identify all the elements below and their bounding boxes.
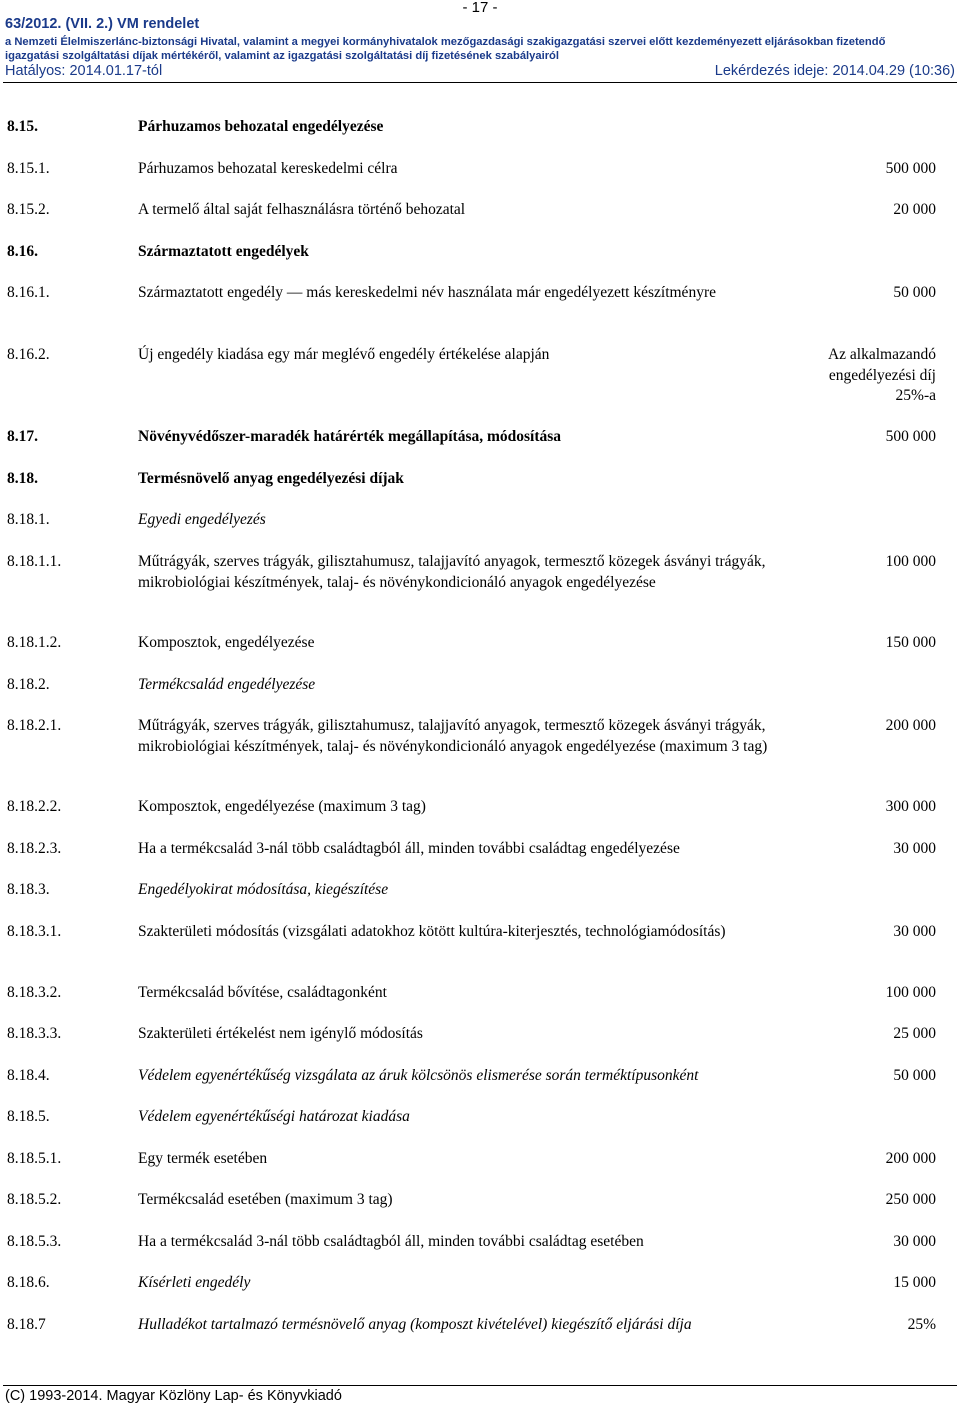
- footer-divider: [3, 1385, 957, 1386]
- row-description: Kísérleti engedély: [138, 1274, 251, 1291]
- row-number: 8.18.3.1.: [7, 923, 62, 940]
- row-number: 8.18.2.: [7, 676, 50, 693]
- row-fee: 50 000: [893, 284, 936, 301]
- row-number: 8.18.5.1.: [7, 1150, 62, 1167]
- row-fee: 200 000: [885, 1150, 936, 1167]
- row-number: 8.15.2.: [7, 201, 50, 218]
- row-description: Védelem egyenértékűség vizsgálata az áruk kölcsönös elismerése során terméktípusonként: [138, 1067, 699, 1084]
- row-description: Származtatott engedélyek: [138, 243, 309, 260]
- effective-date: Hatályos: 2014.01.17-tól: [5, 63, 163, 79]
- row-description: Termékcsalád engedélyezése: [138, 676, 316, 693]
- row-number: 8.18.4.: [7, 1067, 50, 1084]
- row-fee: 200 000: [885, 717, 936, 734]
- row-fee: Az alkalmazandó engedélyezési díj 25%-a: [827, 346, 936, 404]
- row-number: 8.17.: [7, 428, 38, 445]
- row-number: 8.18.3.: [7, 881, 50, 898]
- query-time: Lekérdezés ideje: 2014.04.29 (10:36): [714, 63, 955, 79]
- row-number: 8.18.1.2.: [7, 634, 62, 651]
- row-number: 8.18.7: [7, 1316, 46, 1333]
- row-fee: 25%: [907, 1316, 936, 1333]
- row-number: 8.18.3.3.: [7, 1025, 62, 1042]
- row-fee: 300 000: [885, 798, 936, 815]
- row-number: 8.18.2.2.: [7, 798, 62, 815]
- footer-copyright: (C) 1993-2014. Magyar Közlöny Lap- és Könyvkiadó: [5, 1388, 342, 1404]
- row-fee: 150 000: [885, 634, 936, 651]
- row-fee: 250 000: [885, 1191, 936, 1208]
- row-number: 8.18.: [7, 470, 38, 487]
- row-description: Engedélyokirat módosítása, kiegészítése: [138, 881, 389, 898]
- row-description: Műtrágyák, szerves trágyák, gilisztahumusz, talajjavító anyagok, termesztő közegek ásványi trágyák, mikrobiológiai készítmények, talaj- és növénykondicionáló anyagok engedélyezése (maximum 3 tag): [138, 717, 768, 755]
- row-description: Termésnövelő anyag engedélyezési díjak: [138, 470, 404, 487]
- row-description: Új engedély kiadása egy már meglévő engedély értékelése alapján: [138, 346, 550, 363]
- row-description: Hulladékot tartalmazó termésnövelő anyag (komposzt kivételével) kiegészítő eljárási díja: [138, 1316, 692, 1333]
- row-description: Párhuzamos behozatal engedélyezése: [138, 118, 384, 135]
- row-fee: 30 000: [893, 840, 936, 857]
- row-description: Műtrágyák, szerves trágyák, gilisztahumusz, talajjavító anyagok, termesztő közegek ásványi trágyák, mikrobiológiai készítmények, talaj- és növénykondicionáló anyagok engedélyezése: [138, 553, 766, 591]
- row-description: Termékcsalád bővítése, családtagonként: [138, 984, 387, 1001]
- row-number: 8.15.: [7, 118, 38, 135]
- row-number: 8.18.2.3.: [7, 840, 62, 857]
- row-description: Ha a termékcsalád 3-nál több családtagból áll, minden további családtag engedélyezése: [138, 840, 680, 857]
- row-number: 8.18.5.2.: [7, 1191, 62, 1208]
- row-number: 8.18.5.3.: [7, 1233, 62, 1250]
- regulation-subtitle-line1: a Nemzeti Élelmiszerlánc-biztonsági Hivatal, valamint a megyei kormányhivatalok mezőgazdasági szakigazgatási szervei előtt kezdeményezett eljárásokban fizetendő: [5, 36, 886, 48]
- row-description: Növényvédőszer-maradék határérték megállapítása, módosítása: [138, 428, 562, 445]
- row-fee: 30 000: [893, 1233, 936, 1250]
- row-description: Ha a termékcsalád 3-nál több családtagból áll, minden további családtag esetében: [138, 1233, 644, 1250]
- row-description: Védelem egyenértékűségi határozat kiadása: [138, 1108, 410, 1125]
- regulation-subtitle-line2: igazgatási szolgáltatási díjak mértékéről, valamint az igazgatási szolgáltatási díj fizetésének szabályairól: [5, 50, 559, 62]
- row-description: Termékcsalád esetében (maximum 3 tag): [138, 1191, 393, 1208]
- row-description: Komposztok, engedélyezése (maximum 3 tag): [138, 798, 426, 815]
- row-number: 8.18.5.: [7, 1108, 50, 1125]
- row-number: 8.18.6.: [7, 1274, 50, 1291]
- row-fee: 15 000: [893, 1274, 936, 1291]
- row-number: 8.16.2.: [7, 346, 50, 363]
- row-number: 8.18.3.2.: [7, 984, 62, 1001]
- row-number: 8.18.1.1.: [7, 553, 62, 570]
- row-description: Egyedi engedélyezés: [138, 511, 266, 528]
- row-description: Szakterületi módosítás (vizsgálati adatokhoz kötött kultúra-kiterjesztés, technológiamódosítás): [138, 923, 726, 940]
- row-description: Komposztok, engedélyezése: [138, 634, 315, 651]
- row-number: 8.15.1.: [7, 160, 50, 177]
- row-description: Származtatott engedély — más kereskedelmi név használata már engedélyezett készítményre: [138, 284, 716, 301]
- row-number: 8.16.1.: [7, 284, 50, 301]
- row-number: 8.18.2.1.: [7, 717, 62, 734]
- row-fee: 30 000: [893, 923, 936, 940]
- row-description: A termelő által saját felhasználásra történő behozatal: [138, 201, 466, 218]
- row-fee: 50 000: [893, 1067, 936, 1084]
- page-number: - 17 -: [462, 0, 498, 16]
- row-fee: 100 000: [885, 553, 936, 570]
- row-number: 8.16.: [7, 243, 38, 260]
- row-description: Szakterületi értékelést nem igénylő módosítás: [138, 1025, 423, 1042]
- row-fee: 500 000: [885, 160, 936, 177]
- row-description: Egy termék esetében: [138, 1150, 268, 1167]
- row-description: Párhuzamos behozatal kereskedelmi célra: [138, 160, 398, 177]
- regulation-title: 63/2012. (VII. 2.) VM rendelet: [5, 16, 200, 32]
- row-fee: 500 000: [885, 428, 936, 445]
- row-fee: 100 000: [885, 984, 936, 1001]
- row-fee: 25 000: [893, 1025, 936, 1042]
- row-fee: 20 000: [893, 201, 936, 218]
- row-number: 8.18.1.: [7, 511, 50, 528]
